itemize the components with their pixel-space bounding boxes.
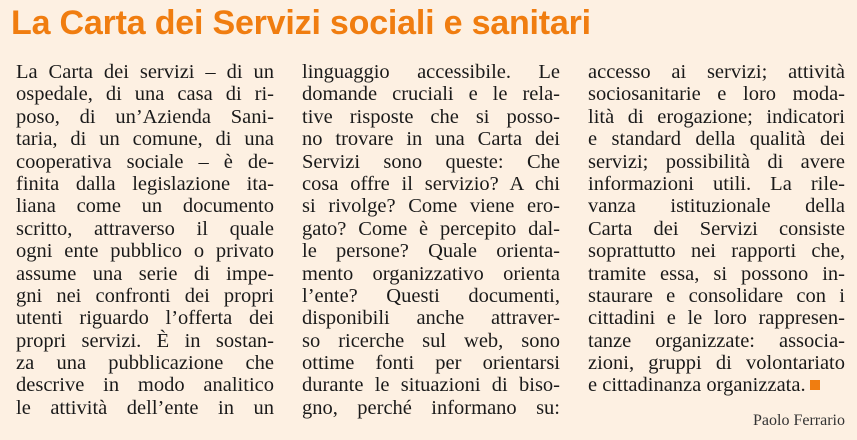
text-line: propri servizi. È in sostan- (16, 329, 274, 352)
text-line: cooperativa sociale – è de- (16, 150, 274, 173)
text-line: soprattutto nei rapporti che, (588, 240, 845, 263)
text-line: disponibili anche attraver- (302, 307, 560, 330)
text-line: domande cruciali e le rela- (302, 83, 560, 106)
text-line: tanze organizzate: associa- (588, 329, 845, 352)
text-line: Servizi sono queste: Che (302, 150, 560, 173)
author-byline: Paolo Ferrario (753, 412, 845, 429)
text-line: La Carta dei servizi – di un (16, 61, 274, 83)
text-line: si rivolge? Come viene ero- (302, 195, 560, 218)
article-title: La Carta dei Servizi sociali e sanitari (11, 4, 591, 42)
text-line: cosa offre il servizio? A chi (302, 172, 560, 195)
text-line: servizi; possibilità di avere (588, 150, 845, 173)
text-line: tive risposte che si posso- (302, 105, 560, 128)
text-line: e cittadinanza organizzata. (588, 374, 845, 396)
text-line: za una pubblicazione che (16, 352, 274, 375)
text-line: e standard della qualità dei (588, 128, 845, 151)
text-line: finita dalla legislazione ita- (16, 172, 274, 195)
article-column-3 (588, 61, 845, 397)
text-line: assume una serie di impe- (16, 262, 274, 285)
end-mark-icon (810, 380, 820, 390)
text-line: informazioni utili. La rile- (588, 172, 845, 195)
text-line: accesso ai servizi; attività (588, 61, 845, 83)
text-line: no trovare in una Carta dei (302, 128, 560, 151)
text-line: durante le situazioni di biso- (302, 374, 560, 397)
text-line: so ricerche sul web, sono (302, 329, 560, 352)
text-line: ospedale, di una casa di ri- (16, 83, 274, 106)
text-line: lità di erogazione; indicatori (588, 105, 845, 128)
text-line: taria, di un comune, di una (16, 128, 274, 151)
text-line: mento organizzativo orienta (302, 262, 560, 285)
text-line: staurare e consolidare con i (588, 284, 845, 307)
article-column-1 (16, 61, 274, 419)
text-line: liana come un documento (16, 195, 274, 218)
text-line: poso, di un’Azienda Sani- (16, 105, 274, 128)
text-line: ottime fonti per orientarsi (302, 352, 560, 375)
text-line: zioni, gruppi di volontariato (588, 352, 845, 375)
text-line: le attività dell’ente in un (16, 396, 274, 419)
text-line: l’ente? Questi documenti, (302, 284, 560, 307)
text-line: gno, perché informano su: (302, 396, 560, 419)
text-line: tramite essa, si possono in- (588, 262, 845, 285)
text-line: ogni ente pubblico o privato (16, 240, 274, 263)
text-line: Carta dei Servizi consiste (588, 217, 845, 240)
text-line: sociosanitarie e loro moda- (588, 83, 845, 106)
text-line: linguaggio accessibile. Le (302, 61, 560, 83)
text-line: descrive in modo analitico (16, 374, 274, 397)
text-line: le persone? Quale orienta- (302, 240, 560, 263)
text-line: vanza istituzionale della (588, 195, 845, 218)
article-column-2 (302, 61, 560, 419)
text-line: gni nei confronti dei propri (16, 284, 274, 307)
text-line: cittadini e le loro rappresen- (588, 307, 845, 330)
text-line: utenti riguardo l’offerta dei (16, 307, 274, 330)
text-line: scritto, attraverso il quale (16, 217, 274, 240)
text-line: gato? Come è percepito dal- (302, 217, 560, 240)
